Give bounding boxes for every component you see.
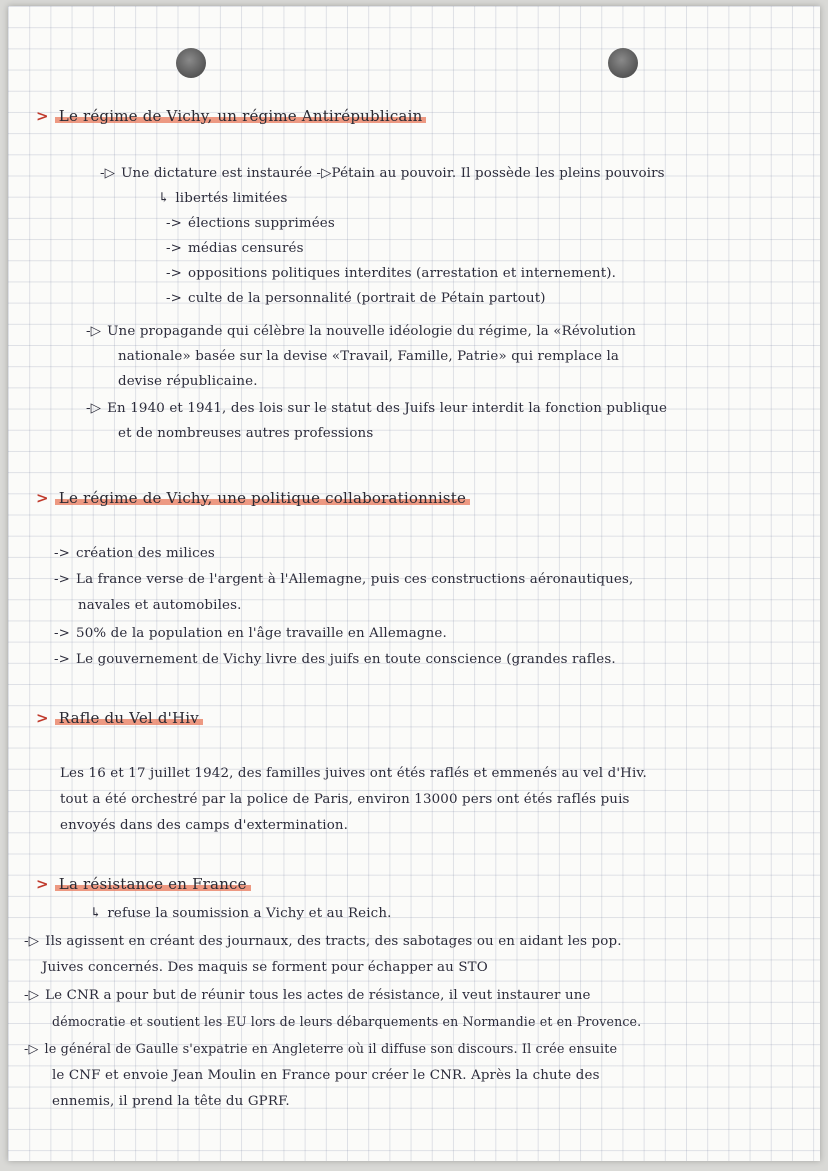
section-vichy-collaboration	[8, 488, 820, 507]
note-line: -> La france verse de l'argent à l'Allemagne, puis ces constructions aéronautiques,	[54, 572, 634, 587]
section-heading: > Le régime de Vichy, une politique collaborationniste	[36, 489, 470, 507]
section-vichy-antirepublicain	[8, 106, 820, 125]
note-line: -> élections supprimées	[166, 216, 335, 231]
note-line: envoyés dans des camps d'extermination.	[60, 818, 349, 833]
punch-hole-left	[176, 48, 206, 78]
note-line: -▷ En 1940 et 1941, des lois sur le statut des Juifs leur interdit la fonction publique	[86, 401, 668, 416]
section-heading: > Rafle du Vel d'Hiv	[36, 709, 203, 727]
chevron-right-icon: >	[36, 489, 49, 507]
note-line: Juives concernés. Des maquis se forment pour échapper au STO	[42, 960, 488, 975]
section-heading: > La résistance en France	[36, 875, 251, 893]
note-line: ↳ refuse la soumission a Vichy et au Reich.	[90, 906, 392, 921]
chevron-right-icon: >	[36, 875, 49, 893]
note-line: devise républicaine.	[118, 374, 258, 389]
note-line: -> création des milices	[54, 546, 215, 561]
note-line: démocratie et soutient les EU lors de leurs débarquements en Normandie et en Provence.	[52, 1014, 642, 1029]
note-line: le CNF et envoie Jean Moulin en France pour créer le CNR. Après la chute des	[52, 1068, 600, 1083]
note-line: tout a été orchestré par la police de Paris, environ 13000 pers ont étés raflés puis	[60, 792, 630, 807]
section-resistance	[8, 874, 820, 893]
note-line: -> Le gouvernement de Vichy livre des juifs en toute conscience (grandes rafles.	[54, 652, 616, 667]
chevron-right-icon: >	[36, 107, 49, 125]
note-line: -▷ Ils agissent en créant des journaux, des tracts, des sabotages ou en aidant les pop.	[24, 934, 622, 949]
note-line: -▷ Une propagande qui célèbre la nouvelle idéologie du régime, la «Révolution	[86, 324, 637, 339]
punch-hole-right	[608, 48, 638, 78]
note-line: -▷ Une dictature est instaurée -▷Pétain au pouvoir. Il possède les pleins pouvoirs	[100, 166, 665, 181]
section-rafle-vel-dhiv	[8, 708, 820, 727]
section-heading: > Le régime de Vichy, un régime Antirépublicain	[36, 107, 426, 125]
note-line: -> 50% de la population en l'âge travaille en Allemagne.	[54, 626, 447, 641]
note-line: -▷ Le CNR a pour but de réunir tous les actes de résistance, il veut instaurer une	[24, 988, 591, 1003]
note-line: navales et automobiles.	[78, 598, 242, 613]
note-line: -> oppositions politiques interdites (arrestation et internement).	[166, 266, 617, 281]
note-line: ↳ libertés limitées	[158, 191, 288, 206]
note-line: -> culte de la personnalité (portrait de Pétain partout)	[166, 291, 546, 306]
note-line: -> médias censurés	[166, 241, 304, 256]
notebook-page	[8, 6, 820, 1161]
note-line: ennemis, il prend la tête du GPRF.	[52, 1094, 290, 1109]
note-line: et de nombreuses autres professions	[118, 426, 374, 441]
note-line: Les 16 et 17 juillet 1942, des familles juives ont étés raflés et emmenés au vel d'Hiv.	[60, 766, 647, 781]
chevron-right-icon: >	[36, 709, 49, 727]
note-line: nationale» basée sur la devise «Travail, Famille, Patrie» qui remplace la	[118, 349, 620, 364]
note-line: -▷ le général de Gaulle s'expatrie en Angleterre où il diffuse son discours. Il crée ensuite	[24, 1042, 618, 1057]
